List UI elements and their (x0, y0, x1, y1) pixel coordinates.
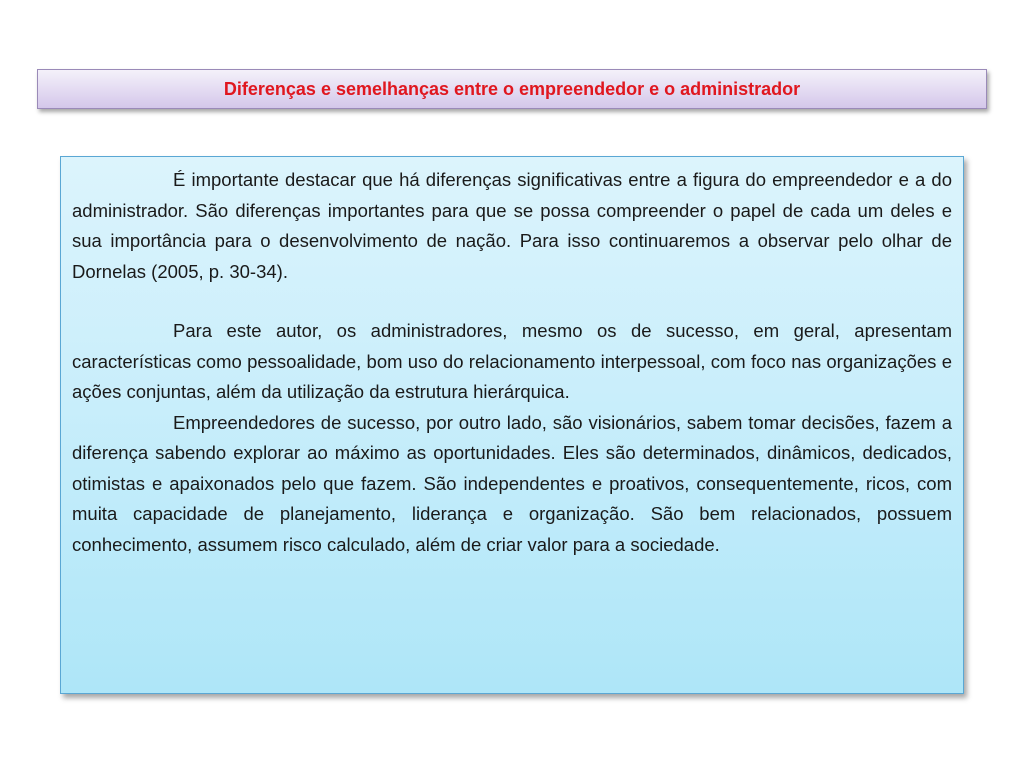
content-box (60, 156, 964, 694)
paragraph-intro: É importante destacar que há diferenças significativas entre a figura do empreendedor e a do administrador. São diferenças importantes para que se possa compreender o papel de cada um deles e sua importância para o desenvolvimento de nação. Para isso continuaremos a observar pelo olhar de Dornelas (2005, p. 30-34). (72, 169, 952, 282)
paragraph-entrepreneurs: Empreendedores de sucesso, por outro lado, são visionários, sabem tomar decisões, fazem a diferença sabendo explorar ao máximo as oportunidades. Eles são determinados, dinâmicos, dedicados, otimistas e apaixonados pelo que fazem. São independentes e proativos, consequentemente, ricos, com muita capacidade de planejamento, liderança e organização. São bem relacionados, possuem conhecimento, assumem risco calculado, além de criar valor para a sociedade. (72, 411, 952, 555)
slide-title: Diferenças e semelhanças entre o empreendedor e o administrador (223, 78, 801, 99)
title-banner (37, 69, 987, 109)
paragraph-administrators: Para este autor, os administradores, mesmo os de sucesso, em geral, apresentam características como pessoalidade, bom uso do relacionamento interpessoal, com foco nas organizações e ações conjuntas, além da utilização da estrutura hierárquica. (72, 320, 952, 402)
